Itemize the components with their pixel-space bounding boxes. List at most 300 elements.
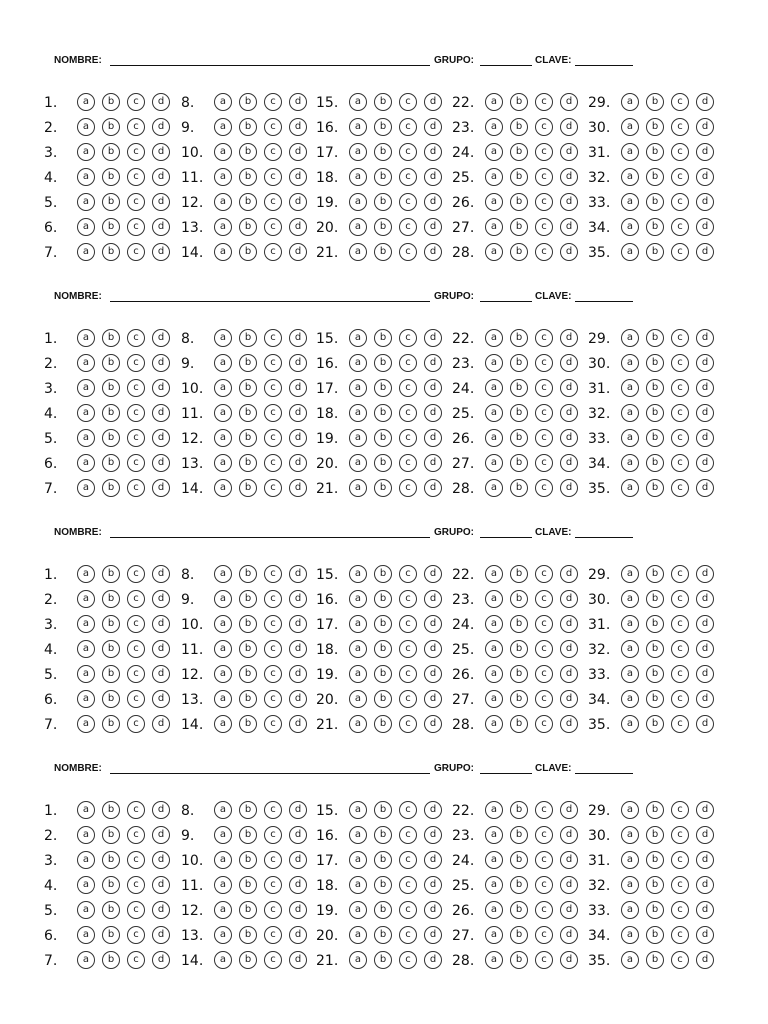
answer-bubble-d[interactable]: d [152, 926, 170, 944]
answer-bubble-c[interactable]: c [535, 454, 553, 472]
answer-bubble-c[interactable]: c [127, 379, 145, 397]
answer-bubble-c[interactable]: c [264, 801, 282, 819]
answer-bubble-d[interactable]: d [289, 168, 307, 186]
answer-bubble-d[interactable]: d [560, 826, 578, 844]
answer-bubble-c[interactable]: c [399, 454, 417, 472]
answer-bubble-d[interactable]: d [424, 615, 442, 633]
answer-bubble-c[interactable]: c [671, 243, 689, 261]
answer-bubble-a[interactable]: a [485, 715, 503, 733]
answer-bubble-a[interactable]: a [214, 565, 232, 583]
answer-bubble-d[interactable]: d [289, 640, 307, 658]
answer-bubble-c[interactable]: c [127, 329, 145, 347]
answer-bubble-b[interactable]: b [239, 379, 257, 397]
answer-bubble-b[interactable]: b [646, 901, 664, 919]
answer-bubble-d[interactable]: d [424, 243, 442, 261]
answer-bubble-a[interactable]: a [214, 640, 232, 658]
answer-bubble-a[interactable]: a [349, 479, 367, 497]
answer-bubble-b[interactable]: b [239, 93, 257, 111]
answer-bubble-a[interactable]: a [485, 615, 503, 633]
answer-bubble-a[interactable]: a [349, 218, 367, 236]
answer-bubble-a[interactable]: a [214, 801, 232, 819]
answer-bubble-d[interactable]: d [152, 640, 170, 658]
answer-bubble-b[interactable]: b [374, 354, 392, 372]
answer-bubble-a[interactable]: a [349, 640, 367, 658]
answer-bubble-b[interactable]: b [510, 876, 528, 894]
answer-bubble-b[interactable]: b [374, 876, 392, 894]
answer-bubble-a[interactable]: a [214, 590, 232, 608]
answer-bubble-d[interactable]: d [696, 93, 714, 111]
answer-bubble-a[interactable]: a [485, 243, 503, 261]
answer-bubble-a[interactable]: a [214, 329, 232, 347]
answer-bubble-b[interactable]: b [510, 851, 528, 869]
answer-bubble-c[interactable]: c [671, 590, 689, 608]
answer-bubble-d[interactable]: d [289, 590, 307, 608]
answer-bubble-c[interactable]: c [264, 665, 282, 683]
answer-bubble-d[interactable]: d [560, 143, 578, 161]
answer-bubble-d[interactable]: d [560, 851, 578, 869]
answer-bubble-b[interactable]: b [646, 801, 664, 819]
answer-bubble-d[interactable]: d [560, 454, 578, 472]
answer-bubble-c[interactable]: c [399, 329, 417, 347]
answer-bubble-d[interactable]: d [289, 354, 307, 372]
answer-bubble-d[interactable]: d [289, 404, 307, 422]
answer-bubble-a[interactable]: a [214, 951, 232, 969]
answer-bubble-b[interactable]: b [239, 118, 257, 136]
answer-bubble-c[interactable]: c [671, 93, 689, 111]
answer-bubble-a[interactable]: a [621, 690, 639, 708]
answer-bubble-d[interactable]: d [289, 454, 307, 472]
answer-bubble-d[interactable]: d [560, 354, 578, 372]
answer-bubble-d[interactable]: d [152, 404, 170, 422]
answer-bubble-d[interactable]: d [152, 951, 170, 969]
answer-bubble-d[interactable]: d [424, 354, 442, 372]
answer-bubble-d[interactable]: d [424, 826, 442, 844]
answer-bubble-c[interactable]: c [671, 218, 689, 236]
answer-bubble-b[interactable]: b [102, 429, 120, 447]
answer-bubble-d[interactable]: d [152, 801, 170, 819]
answer-bubble-c[interactable]: c [535, 876, 553, 894]
answer-bubble-c[interactable]: c [264, 329, 282, 347]
answer-bubble-d[interactable]: d [696, 690, 714, 708]
answer-bubble-b[interactable]: b [239, 193, 257, 211]
answer-bubble-a[interactable]: a [77, 665, 95, 683]
answer-bubble-c[interactable]: c [399, 354, 417, 372]
answer-bubble-d[interactable]: d [289, 429, 307, 447]
answer-bubble-a[interactable]: a [77, 354, 95, 372]
answer-bubble-b[interactable]: b [510, 901, 528, 919]
answer-bubble-d[interactable]: d [289, 715, 307, 733]
answer-bubble-d[interactable]: d [560, 801, 578, 819]
answer-bubble-c[interactable]: c [671, 379, 689, 397]
answer-bubble-a[interactable]: a [214, 143, 232, 161]
answer-bubble-a[interactable]: a [77, 168, 95, 186]
answer-bubble-d[interactable]: d [152, 826, 170, 844]
answer-bubble-d[interactable]: d [152, 565, 170, 583]
answer-bubble-d[interactable]: d [696, 876, 714, 894]
answer-bubble-d[interactable]: d [560, 429, 578, 447]
answer-bubble-c[interactable]: c [264, 901, 282, 919]
answer-bubble-d[interactable]: d [289, 118, 307, 136]
answer-bubble-c[interactable]: c [399, 118, 417, 136]
answer-bubble-c[interactable]: c [399, 826, 417, 844]
answer-bubble-c[interactable]: c [535, 193, 553, 211]
answer-bubble-a[interactable]: a [349, 665, 367, 683]
answer-bubble-d[interactable]: d [152, 615, 170, 633]
answer-bubble-d[interactable]: d [152, 429, 170, 447]
answer-bubble-c[interactable]: c [127, 665, 145, 683]
answer-bubble-d[interactable]: d [152, 379, 170, 397]
answer-bubble-a[interactable]: a [77, 640, 95, 658]
answer-bubble-a[interactable]: a [77, 143, 95, 161]
answer-bubble-c[interactable]: c [264, 243, 282, 261]
answer-bubble-a[interactable]: a [621, 640, 639, 658]
answer-bubble-c[interactable]: c [127, 565, 145, 583]
answer-bubble-b[interactable]: b [646, 926, 664, 944]
answer-bubble-c[interactable]: c [399, 951, 417, 969]
answer-bubble-b[interactable]: b [374, 715, 392, 733]
answer-bubble-a[interactable]: a [77, 565, 95, 583]
answer-bubble-a[interactable]: a [485, 168, 503, 186]
answer-bubble-b[interactable]: b [510, 354, 528, 372]
answer-bubble-d[interactable]: d [152, 354, 170, 372]
answer-bubble-b[interactable]: b [510, 193, 528, 211]
answer-bubble-c[interactable]: c [127, 640, 145, 658]
answer-bubble-c[interactable]: c [399, 479, 417, 497]
answer-bubble-a[interactable]: a [485, 565, 503, 583]
answer-bubble-d[interactable]: d [560, 243, 578, 261]
answer-bubble-a[interactable]: a [349, 454, 367, 472]
answer-bubble-c[interactable]: c [671, 665, 689, 683]
answer-bubble-d[interactable]: d [560, 168, 578, 186]
answer-bubble-b[interactable]: b [374, 329, 392, 347]
answer-bubble-b[interactable]: b [510, 665, 528, 683]
answer-bubble-c[interactable]: c [671, 479, 689, 497]
answer-bubble-c[interactable]: c [535, 826, 553, 844]
answer-bubble-b[interactable]: b [510, 404, 528, 422]
answer-bubble-d[interactable]: d [696, 218, 714, 236]
answer-bubble-c[interactable]: c [264, 876, 282, 894]
answer-bubble-a[interactable]: a [485, 93, 503, 111]
answer-bubble-d[interactable]: d [289, 193, 307, 211]
answer-bubble-a[interactable]: a [77, 479, 95, 497]
answer-bubble-c[interactable]: c [127, 851, 145, 869]
answer-bubble-b[interactable]: b [102, 93, 120, 111]
answer-bubble-b[interactable]: b [646, 168, 664, 186]
answer-bubble-c[interactable]: c [399, 218, 417, 236]
answer-bubble-b[interactable]: b [102, 826, 120, 844]
answer-bubble-c[interactable]: c [264, 118, 282, 136]
answer-bubble-a[interactable]: a [349, 826, 367, 844]
answer-bubble-c[interactable]: c [535, 590, 553, 608]
answer-bubble-b[interactable]: b [102, 193, 120, 211]
answer-bubble-c[interactable]: c [671, 690, 689, 708]
answer-bubble-d[interactable]: d [696, 379, 714, 397]
answer-bubble-c[interactable]: c [264, 951, 282, 969]
answer-bubble-a[interactable]: a [485, 690, 503, 708]
answer-bubble-c[interactable]: c [535, 926, 553, 944]
answer-bubble-a[interactable]: a [214, 404, 232, 422]
answer-bubble-d[interactable]: d [424, 715, 442, 733]
answer-bubble-d[interactable]: d [424, 665, 442, 683]
answer-bubble-b[interactable]: b [239, 454, 257, 472]
answer-bubble-b[interactable]: b [239, 218, 257, 236]
answer-bubble-a[interactable]: a [621, 851, 639, 869]
answer-bubble-b[interactable]: b [510, 118, 528, 136]
answer-bubble-d[interactable]: d [152, 851, 170, 869]
answer-bubble-d[interactable]: d [560, 615, 578, 633]
clave-field[interactable] [575, 65, 633, 66]
answer-bubble-a[interactable]: a [349, 93, 367, 111]
answer-bubble-d[interactable]: d [289, 218, 307, 236]
answer-bubble-d[interactable]: d [424, 404, 442, 422]
answer-bubble-b[interactable]: b [374, 243, 392, 261]
answer-bubble-a[interactable]: a [621, 951, 639, 969]
answer-bubble-c[interactable]: c [127, 429, 145, 447]
answer-bubble-b[interactable]: b [374, 479, 392, 497]
answer-bubble-b[interactable]: b [510, 454, 528, 472]
answer-bubble-b[interactable]: b [510, 379, 528, 397]
answer-bubble-c[interactable]: c [264, 379, 282, 397]
answer-bubble-c[interactable]: c [671, 565, 689, 583]
answer-bubble-b[interactable]: b [239, 901, 257, 919]
answer-bubble-a[interactable]: a [214, 193, 232, 211]
answer-bubble-a[interactable]: a [621, 93, 639, 111]
answer-bubble-b[interactable]: b [510, 429, 528, 447]
answer-bubble-b[interactable]: b [239, 429, 257, 447]
answer-bubble-a[interactable]: a [77, 851, 95, 869]
answer-bubble-d[interactable]: d [289, 826, 307, 844]
answer-bubble-a[interactable]: a [349, 429, 367, 447]
answer-bubble-a[interactable]: a [349, 851, 367, 869]
answer-bubble-c[interactable]: c [127, 876, 145, 894]
answer-bubble-c[interactable]: c [535, 379, 553, 397]
answer-bubble-d[interactable]: d [560, 218, 578, 236]
answer-bubble-c[interactable]: c [399, 665, 417, 683]
answer-bubble-a[interactable]: a [621, 715, 639, 733]
answer-bubble-d[interactable]: d [152, 901, 170, 919]
answer-bubble-d[interactable]: d [560, 93, 578, 111]
answer-bubble-c[interactable]: c [535, 690, 553, 708]
answer-bubble-a[interactable]: a [77, 379, 95, 397]
answer-bubble-c[interactable]: c [264, 218, 282, 236]
answer-bubble-c[interactable]: c [399, 379, 417, 397]
nombre-field[interactable] [110, 301, 430, 302]
answer-bubble-c[interactable]: c [671, 118, 689, 136]
answer-bubble-c[interactable]: c [535, 218, 553, 236]
answer-bubble-c[interactable]: c [399, 429, 417, 447]
answer-bubble-a[interactable]: a [77, 93, 95, 111]
answer-bubble-b[interactable]: b [239, 243, 257, 261]
answer-bubble-b[interactable]: b [510, 565, 528, 583]
answer-bubble-a[interactable]: a [485, 429, 503, 447]
answer-bubble-c[interactable]: c [399, 640, 417, 658]
answer-bubble-d[interactable]: d [696, 118, 714, 136]
answer-bubble-a[interactable]: a [77, 590, 95, 608]
answer-bubble-a[interactable]: a [621, 826, 639, 844]
answer-bubble-c[interactable]: c [671, 901, 689, 919]
answer-bubble-a[interactable]: a [349, 118, 367, 136]
answer-bubble-b[interactable]: b [646, 640, 664, 658]
answer-bubble-a[interactable]: a [77, 404, 95, 422]
answer-bubble-c[interactable]: c [671, 429, 689, 447]
answer-bubble-d[interactable]: d [696, 951, 714, 969]
answer-bubble-b[interactable]: b [102, 354, 120, 372]
answer-bubble-d[interactable]: d [696, 926, 714, 944]
answer-bubble-c[interactable]: c [127, 354, 145, 372]
answer-bubble-d[interactable]: d [289, 565, 307, 583]
answer-bubble-a[interactable]: a [621, 243, 639, 261]
answer-bubble-a[interactable]: a [485, 354, 503, 372]
answer-bubble-a[interactable]: a [621, 143, 639, 161]
answer-bubble-a[interactable]: a [621, 901, 639, 919]
answer-bubble-d[interactable]: d [696, 851, 714, 869]
answer-bubble-c[interactable]: c [671, 454, 689, 472]
answer-bubble-d[interactable]: d [560, 640, 578, 658]
answer-bubble-c[interactable]: c [127, 590, 145, 608]
answer-bubble-d[interactable]: d [424, 479, 442, 497]
answer-bubble-c[interactable]: c [535, 901, 553, 919]
answer-bubble-d[interactable]: d [152, 690, 170, 708]
answer-bubble-c[interactable]: c [399, 193, 417, 211]
answer-bubble-b[interactable]: b [374, 404, 392, 422]
answer-bubble-a[interactable]: a [349, 193, 367, 211]
answer-bubble-b[interactable]: b [374, 590, 392, 608]
answer-bubble-a[interactable]: a [77, 901, 95, 919]
answer-bubble-c[interactable]: c [264, 454, 282, 472]
answer-bubble-c[interactable]: c [671, 193, 689, 211]
answer-bubble-d[interactable]: d [289, 329, 307, 347]
answer-bubble-b[interactable]: b [510, 826, 528, 844]
answer-bubble-a[interactable]: a [485, 118, 503, 136]
answer-bubble-b[interactable]: b [646, 218, 664, 236]
answer-bubble-d[interactable]: d [424, 168, 442, 186]
answer-bubble-b[interactable]: b [102, 590, 120, 608]
answer-bubble-a[interactable]: a [621, 118, 639, 136]
answer-bubble-d[interactable]: d [152, 665, 170, 683]
answer-bubble-a[interactable]: a [485, 876, 503, 894]
answer-bubble-a[interactable]: a [77, 429, 95, 447]
answer-bubble-a[interactable]: a [621, 876, 639, 894]
answer-bubble-d[interactable]: d [696, 615, 714, 633]
answer-bubble-c[interactable]: c [671, 851, 689, 869]
answer-bubble-c[interactable]: c [127, 615, 145, 633]
answer-bubble-b[interactable]: b [374, 454, 392, 472]
answer-bubble-a[interactable]: a [349, 379, 367, 397]
answer-bubble-c[interactable]: c [399, 876, 417, 894]
answer-bubble-c[interactable]: c [399, 801, 417, 819]
answer-bubble-a[interactable]: a [485, 901, 503, 919]
answer-bubble-b[interactable]: b [374, 801, 392, 819]
answer-bubble-a[interactable]: a [77, 193, 95, 211]
answer-bubble-c[interactable]: c [671, 876, 689, 894]
answer-bubble-b[interactable]: b [374, 168, 392, 186]
answer-bubble-d[interactable]: d [424, 118, 442, 136]
answer-bubble-c[interactable]: c [535, 715, 553, 733]
answer-bubble-a[interactable]: a [621, 379, 639, 397]
answer-bubble-c[interactable]: c [671, 926, 689, 944]
answer-bubble-b[interactable]: b [510, 801, 528, 819]
answer-bubble-d[interactable]: d [289, 615, 307, 633]
answer-bubble-c[interactable]: c [535, 404, 553, 422]
answer-bubble-b[interactable]: b [374, 901, 392, 919]
answer-bubble-c[interactable]: c [399, 404, 417, 422]
answer-bubble-a[interactable]: a [621, 590, 639, 608]
answer-bubble-a[interactable]: a [485, 379, 503, 397]
answer-bubble-b[interactable]: b [102, 715, 120, 733]
answer-bubble-b[interactable]: b [102, 118, 120, 136]
answer-bubble-a[interactable]: a [349, 590, 367, 608]
answer-bubble-a[interactable]: a [621, 354, 639, 372]
answer-bubble-c[interactable]: c [671, 801, 689, 819]
answer-bubble-d[interactable]: d [560, 665, 578, 683]
answer-bubble-b[interactable]: b [646, 143, 664, 161]
answer-bubble-a[interactable]: a [621, 404, 639, 422]
answer-bubble-c[interactable]: c [399, 168, 417, 186]
answer-bubble-b[interactable]: b [510, 329, 528, 347]
answer-bubble-d[interactable]: d [152, 590, 170, 608]
answer-bubble-b[interactable]: b [646, 93, 664, 111]
answer-bubble-b[interactable]: b [374, 218, 392, 236]
answer-bubble-a[interactable]: a [485, 826, 503, 844]
answer-bubble-b[interactable]: b [510, 143, 528, 161]
answer-bubble-d[interactable]: d [560, 379, 578, 397]
answer-bubble-c[interactable]: c [671, 404, 689, 422]
answer-bubble-a[interactable]: a [485, 329, 503, 347]
answer-bubble-d[interactable]: d [289, 901, 307, 919]
answer-bubble-a[interactable]: a [349, 404, 367, 422]
answer-bubble-a[interactable]: a [621, 429, 639, 447]
answer-bubble-b[interactable]: b [646, 193, 664, 211]
answer-bubble-d[interactable]: d [289, 951, 307, 969]
clave-field[interactable] [575, 301, 633, 302]
answer-bubble-d[interactable]: d [424, 690, 442, 708]
answer-bubble-d[interactable]: d [289, 93, 307, 111]
answer-bubble-c[interactable]: c [671, 615, 689, 633]
answer-bubble-a[interactable]: a [214, 168, 232, 186]
answer-bubble-d[interactable]: d [152, 193, 170, 211]
answer-bubble-a[interactable]: a [214, 93, 232, 111]
answer-bubble-d[interactable]: d [424, 218, 442, 236]
answer-bubble-b[interactable]: b [374, 851, 392, 869]
answer-bubble-b[interactable]: b [102, 951, 120, 969]
answer-bubble-b[interactable]: b [239, 926, 257, 944]
answer-bubble-a[interactable]: a [214, 665, 232, 683]
answer-bubble-c[interactable]: c [127, 690, 145, 708]
answer-bubble-b[interactable]: b [239, 826, 257, 844]
answer-bubble-b[interactable]: b [239, 665, 257, 683]
answer-bubble-a[interactable]: a [621, 168, 639, 186]
answer-bubble-b[interactable]: b [239, 640, 257, 658]
answer-bubble-b[interactable]: b [102, 690, 120, 708]
answer-bubble-d[interactable]: d [696, 329, 714, 347]
answer-bubble-b[interactable]: b [374, 429, 392, 447]
answer-bubble-a[interactable]: a [77, 615, 95, 633]
answer-bubble-a[interactable]: a [621, 926, 639, 944]
answer-bubble-a[interactable]: a [214, 118, 232, 136]
answer-bubble-d[interactable]: d [696, 479, 714, 497]
answer-bubble-a[interactable]: a [621, 665, 639, 683]
answer-bubble-b[interactable]: b [374, 690, 392, 708]
answer-bubble-c[interactable]: c [535, 951, 553, 969]
answer-bubble-c[interactable]: c [535, 354, 553, 372]
answer-bubble-d[interactable]: d [289, 379, 307, 397]
answer-bubble-a[interactable]: a [77, 690, 95, 708]
answer-bubble-d[interactable]: d [696, 143, 714, 161]
answer-bubble-d[interactable]: d [424, 926, 442, 944]
answer-bubble-a[interactable]: a [214, 454, 232, 472]
answer-bubble-b[interactable]: b [102, 329, 120, 347]
answer-bubble-b[interactable]: b [239, 715, 257, 733]
